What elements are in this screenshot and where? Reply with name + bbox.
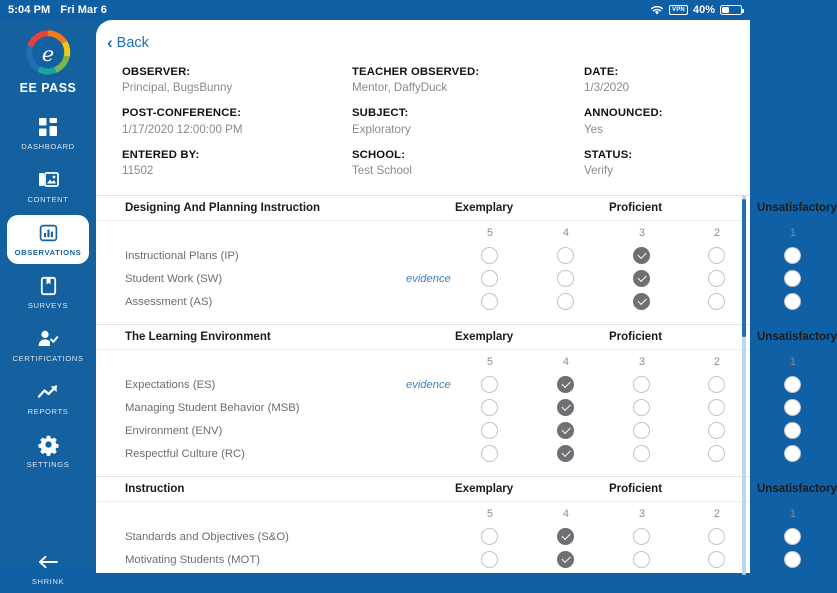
sidebar-item-label: SETTINGS bbox=[26, 459, 70, 469]
trend-up-icon bbox=[38, 382, 58, 402]
rating-radio[interactable] bbox=[633, 551, 650, 568]
vpn-badge: VPN bbox=[669, 5, 688, 15]
rating-radio[interactable] bbox=[481, 247, 498, 264]
rubric-item-label: Respectful Culture (RC) bbox=[125, 447, 245, 460]
rating-radio[interactable] bbox=[481, 551, 498, 568]
meta-field bbox=[584, 148, 734, 179]
sidebar-shrink-label: SHRINK bbox=[31, 576, 65, 586]
sidebar-item-label: SURVEYS bbox=[27, 300, 69, 310]
rubric-band-label: Unsatisfactory bbox=[757, 482, 837, 495]
rating-radio[interactable] bbox=[708, 293, 725, 310]
meta-field bbox=[352, 148, 584, 179]
meta-field-value: Mentor, DaffyDuck bbox=[352, 81, 448, 95]
status-date: Fri Mar 6 bbox=[60, 4, 108, 16]
app-logo bbox=[0, 30, 96, 95]
battery-icon bbox=[720, 5, 742, 15]
rubric-band-label: Exemplary bbox=[455, 330, 514, 343]
rubric-band-label: Proficient bbox=[609, 201, 663, 214]
rubric-scale-number: 4 bbox=[563, 226, 569, 239]
rating-radio[interactable] bbox=[481, 528, 498, 545]
back-button[interactable] bbox=[96, 20, 176, 51]
meta-field-key: POST-CONFERENCE: bbox=[122, 107, 242, 120]
scrollbar-thumb[interactable] bbox=[742, 199, 746, 337]
rubric-item-row bbox=[96, 444, 750, 467]
meta-field bbox=[584, 65, 734, 96]
status-time: 5:04 PM bbox=[8, 4, 51, 16]
main-panel bbox=[96, 20, 837, 566]
meta-field-key: OBSERVER: bbox=[122, 66, 191, 78]
rating-radio[interactable] bbox=[784, 293, 801, 310]
rating-radio[interactable] bbox=[557, 270, 574, 287]
rating-radio[interactable] bbox=[784, 551, 801, 568]
rubric-band-label: Exemplary bbox=[455, 201, 514, 214]
rating-radio[interactable] bbox=[481, 445, 498, 462]
rating-radio[interactable] bbox=[481, 293, 498, 310]
meta-field-key: STATUS: bbox=[584, 148, 633, 161]
meta-field-key: SCHOOL: bbox=[352, 148, 406, 161]
gear-icon bbox=[38, 435, 58, 455]
rubric-scale-number: 4 bbox=[563, 507, 569, 520]
rating-radio[interactable] bbox=[708, 445, 725, 462]
meta-field-value: Yes bbox=[584, 122, 603, 136]
rubric-scale-row bbox=[96, 221, 796, 246]
rubric-section bbox=[96, 476, 837, 573]
rating-radio[interactable] bbox=[708, 247, 725, 264]
chevron-left-icon: ‹ bbox=[107, 33, 113, 52]
rubric-item-row bbox=[96, 269, 750, 292]
rubric-item-row bbox=[96, 550, 750, 573]
meta-field-key: DATE: bbox=[584, 66, 619, 78]
grid-icon bbox=[38, 117, 58, 137]
sidebar-item-observations[interactable] bbox=[7, 215, 89, 264]
rating-radio[interactable] bbox=[633, 293, 650, 310]
rubric-section bbox=[96, 324, 837, 467]
meta-field-value: 11502 bbox=[122, 164, 154, 178]
rating-radio[interactable] bbox=[784, 247, 801, 264]
rubric-scale-number: 5 bbox=[487, 226, 493, 239]
rating-radio[interactable] bbox=[708, 376, 725, 393]
rubric-item-label: Standards and Objectives (S&O) bbox=[125, 530, 289, 543]
rubric-item-label: Assessment (AS) bbox=[125, 295, 213, 308]
rating-radio[interactable] bbox=[557, 551, 574, 568]
rating-radio[interactable] bbox=[557, 247, 574, 264]
rating-radio[interactable] bbox=[633, 270, 650, 287]
rubric-scale-number: 2 bbox=[714, 355, 720, 368]
sidebar-item-label: OBSERVATIONS bbox=[14, 247, 82, 257]
rubric-band-label: Exemplary bbox=[455, 482, 514, 495]
rating-radio[interactable] bbox=[633, 528, 650, 545]
rating-radio[interactable] bbox=[708, 270, 725, 287]
rubric-scale-row bbox=[96, 350, 796, 375]
meta-field bbox=[122, 65, 352, 96]
rating-radio[interactable] bbox=[481, 376, 498, 393]
svg-text:e: e bbox=[41, 41, 55, 66]
battery-percent: 40% bbox=[692, 4, 715, 16]
meta-field bbox=[122, 148, 352, 179]
rubric-scale-number: 2 bbox=[714, 226, 720, 239]
user-check-icon bbox=[38, 329, 58, 349]
rubric-sections bbox=[96, 195, 837, 575]
rubric-item-label: Student Work (SW) bbox=[125, 272, 223, 285]
rubric-item-label: Environment (ENV) bbox=[125, 424, 223, 437]
scrollbar-track[interactable] bbox=[742, 195, 746, 575]
rating-radio[interactable] bbox=[557, 528, 574, 545]
wifi-icon bbox=[650, 5, 664, 16]
sidebar-item-content[interactable] bbox=[7, 162, 89, 211]
rating-radio[interactable] bbox=[557, 293, 574, 310]
meta-field-key: SUBJECT: bbox=[352, 107, 409, 120]
rubric-scale-number: 1 bbox=[790, 507, 796, 520]
meta-field-value: Exploratory bbox=[352, 122, 411, 136]
arrow-left-icon bbox=[38, 552, 58, 572]
sidebar bbox=[0, 20, 96, 586]
rubric-item-row bbox=[96, 246, 750, 269]
rating-radio[interactable] bbox=[784, 270, 801, 287]
rubric-section-title: The Learning Environment bbox=[125, 330, 271, 343]
ee-pass-logo-icon bbox=[25, 30, 71, 76]
rubric-section bbox=[96, 195, 837, 315]
rubric-item-label: Instructional Plans (IP) bbox=[125, 249, 239, 262]
sidebar-shrink-button[interactable] bbox=[7, 544, 89, 593]
rating-radio[interactable] bbox=[708, 399, 725, 416]
status-indicators bbox=[650, 4, 742, 16]
evidence-link[interactable]: evidence bbox=[406, 378, 451, 391]
book-icon bbox=[38, 276, 58, 296]
sidebar-item-dashboard[interactable] bbox=[7, 109, 89, 158]
rating-radio[interactable] bbox=[557, 445, 574, 462]
meta-field-value: 1/3/2020 bbox=[584, 81, 630, 95]
rating-radio[interactable] bbox=[708, 551, 725, 568]
rubric-item-row bbox=[96, 527, 750, 550]
sidebar-item-certifications[interactable] bbox=[7, 321, 89, 370]
meta-field-value: Verify bbox=[584, 164, 613, 178]
meta-field-key: TEACHER OBSERVED: bbox=[352, 66, 480, 78]
rating-radio[interactable] bbox=[633, 422, 650, 439]
sidebar-item-settings[interactable] bbox=[7, 427, 89, 476]
sidebar-item-label: CONTENT bbox=[27, 194, 69, 204]
rating-radio[interactable] bbox=[784, 399, 801, 416]
meta-field-value: Principal, BugsBunny bbox=[122, 81, 233, 95]
rubric-scale-number: 1 bbox=[790, 226, 796, 239]
rubric-band-label: Unsatisfactory bbox=[757, 330, 837, 343]
evidence-link[interactable]: evidence bbox=[406, 272, 451, 285]
rating-radio[interactable] bbox=[557, 399, 574, 416]
rubric-scale-number: 5 bbox=[487, 355, 493, 368]
sidebar-spacer bbox=[0, 480, 96, 544]
observation-meta bbox=[96, 65, 750, 179]
rating-radio[interactable] bbox=[633, 399, 650, 416]
meta-field bbox=[584, 106, 734, 137]
status-bar bbox=[0, 0, 750, 20]
back-button-label: Back bbox=[116, 34, 149, 51]
rubric-item-label: Managing Student Behavior (MSB) bbox=[125, 401, 300, 414]
rubric-item-label: Motivating Students (MOT) bbox=[125, 553, 260, 566]
meta-field-value: Test School bbox=[352, 164, 412, 178]
rubric-section-header bbox=[96, 195, 837, 221]
meta-field-key: ENTERED BY: bbox=[122, 148, 200, 161]
rubric-item-row bbox=[96, 398, 750, 421]
rating-radio[interactable] bbox=[633, 247, 650, 264]
app-logo-label: EE PASS bbox=[19, 81, 77, 95]
rubric-section-header bbox=[96, 324, 837, 350]
sidebar-nav bbox=[0, 109, 96, 593]
rating-radio[interactable] bbox=[481, 399, 498, 416]
rating-radio[interactable] bbox=[784, 528, 801, 545]
rubric-scale-number: 4 bbox=[563, 355, 569, 368]
rating-radio[interactable] bbox=[784, 445, 801, 462]
sidebar-item-label: CERTIFICATIONS bbox=[12, 353, 84, 363]
rating-radio[interactable] bbox=[633, 445, 650, 462]
rubric-section-title: Designing And Planning Instruction bbox=[125, 201, 321, 214]
rating-radio[interactable] bbox=[708, 528, 725, 545]
sidebar-item-reports[interactable] bbox=[7, 374, 89, 423]
sidebar-item-label: DASHBOARD bbox=[21, 141, 75, 151]
rubric-item-row bbox=[96, 375, 750, 398]
rating-radio[interactable] bbox=[481, 422, 498, 439]
image-icon bbox=[38, 170, 58, 190]
rating-radio[interactable] bbox=[481, 270, 498, 287]
rubric-scale-number: 2 bbox=[714, 507, 720, 520]
bar-chart-icon bbox=[38, 223, 58, 243]
rating-radio[interactable] bbox=[784, 422, 801, 439]
rubric-band-label: Proficient bbox=[609, 482, 663, 495]
rubric-scale-row bbox=[96, 502, 796, 527]
rating-radio[interactable] bbox=[633, 376, 650, 393]
rubric-scale-number: 3 bbox=[639, 226, 645, 239]
rating-radio[interactable] bbox=[557, 376, 574, 393]
meta-field-key: ANNOUNCED: bbox=[584, 107, 663, 120]
rubric-item-row bbox=[96, 421, 750, 444]
rubric-scale-number: 3 bbox=[639, 507, 645, 520]
meta-field bbox=[352, 106, 584, 137]
rubric-item-label: Expectations (ES) bbox=[125, 378, 216, 391]
rating-radio[interactable] bbox=[708, 422, 725, 439]
sidebar-item-label: REPORTS bbox=[27, 406, 69, 416]
rubric-item-row bbox=[96, 292, 750, 315]
rubric-scale-number: 1 bbox=[790, 355, 796, 368]
rubric-section-header bbox=[96, 476, 837, 502]
rubric-band-label: Proficient bbox=[609, 330, 663, 343]
rubric-scale-number: 3 bbox=[639, 355, 645, 368]
rating-radio[interactable] bbox=[557, 422, 574, 439]
meta-field bbox=[352, 65, 584, 96]
meta-field-value: 1/17/2020 12:00:00 PM bbox=[122, 122, 243, 136]
rubric-band-label: Unsatisfactory bbox=[757, 201, 837, 214]
rating-radio[interactable] bbox=[784, 376, 801, 393]
sidebar-item-surveys[interactable] bbox=[7, 268, 89, 317]
rubric-scale-number: 5 bbox=[487, 507, 493, 520]
rubric-section-title: Instruction bbox=[125, 482, 185, 495]
meta-field bbox=[122, 106, 352, 137]
